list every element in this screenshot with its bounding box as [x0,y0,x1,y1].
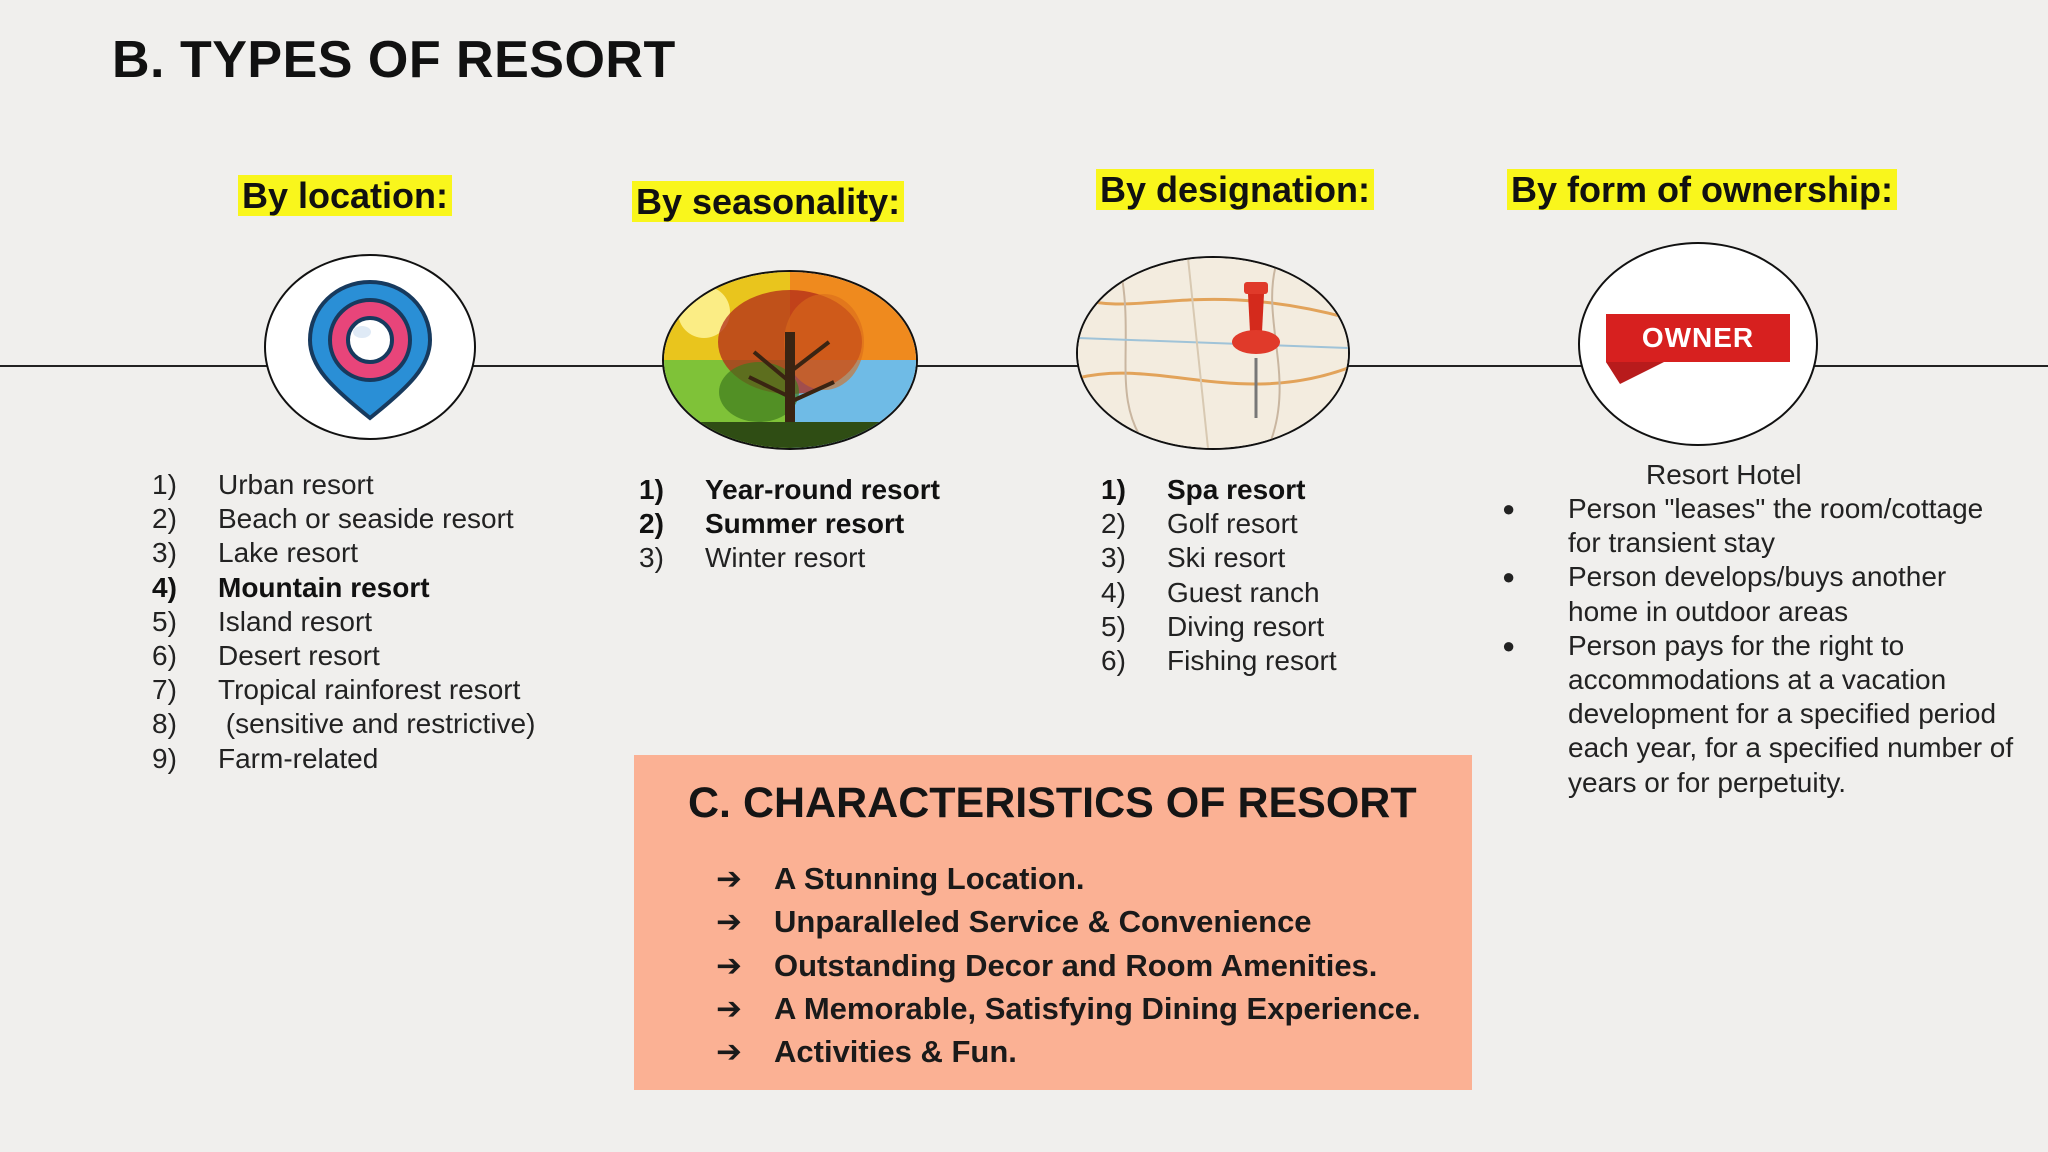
characteristics-box [634,755,1472,1090]
list-item: 8) (sensitive and restrictive) [152,708,536,740]
list-item: 5) Diving resort [1101,610,1325,642]
heading-by-location: By location: [238,174,452,218]
list-item: 6) Desert resort [152,640,380,672]
heading-by-designation: By designation: [1096,168,1374,212]
arrow-right-icon: ➔ [716,947,742,983]
list-item: 3) Lake resort [152,537,359,569]
seasonality-circle [662,270,918,450]
four-seasons-tree-icon [664,272,916,448]
list-item: 6) Fishing resort [1101,645,1337,677]
list-item: 9) Farm-related [152,742,379,774]
arrow-right-icon: ➔ [716,990,742,1026]
list-item: ➔ A Memorable, Satisfying Dining Experience. [716,987,1421,1030]
list-item: 2) Golf resort [1101,508,1298,540]
list-item: 1) Spa resort [1101,474,1306,505]
ownership-subheading: Resort Hotel [1646,459,1802,490]
arrow-right-icon: ➔ [716,861,742,896]
location-list [152,468,572,776]
list-item: ➔ Activities & Fun. [716,1030,1421,1073]
list-item: 3) Ski resort [1101,542,1286,574]
list-item: ➔ Outstanding Decor and Room Amenities. [716,944,1421,987]
characteristics-title: C. CHARACTERISTICS OF RESORT [688,779,1417,827]
page-title: B. TYPES OF RESORT [112,31,676,89]
map-pin-icon [266,256,474,438]
list-item: ● Person pays for the right to accommodations at a vacation development for a specified period each year, for a specified number of years or for perpetuity. [1500,629,2020,800]
list-item: 4) Guest ranch [1101,576,1320,608]
list-item: 7) Tropical rainforest resort [152,674,521,706]
characteristics-list [716,857,1421,1073]
bullet-icon: ● [1502,564,1516,590]
list-item: 3) Winter resort [639,542,866,574]
list-item: 2) Beach or seaside resort [152,503,514,535]
location-circle [264,254,476,440]
list-item: 1) Urban resort [152,469,374,500]
arrow-right-icon: ➔ [716,1034,742,1070]
ownership-circle [1578,242,1818,446]
list-item: 5) Island resort [152,605,373,637]
arrow-right-icon: ➔ [716,904,742,940]
pushpin-on-map-icon [1078,258,1348,448]
owner-badge-text: OWNER [1641,322,1755,353]
list-item: 4) Mountain resort [152,571,430,603]
list-item: ➔ A Stunning Location. [716,857,1421,900]
designation-list [1101,473,1461,678]
list-item: ● Person "leases" the room/cottage for transient stay [1500,492,2020,560]
ownership-list [1500,492,2020,800]
heading-by-seasonality: By seasonality: [632,180,904,224]
list-item: 1) Year-round resort [639,474,940,505]
list-item: ➔ Unparalleled Service & Convenience [716,900,1421,943]
list-item: ● Person develops/buys another home in outdoor areas [1500,560,2020,628]
heading-by-ownership: By form of ownership: [1507,168,1897,212]
bullet-icon: ● [1502,632,1516,658]
designation-circle [1076,256,1350,450]
bullet-icon: ● [1502,496,1516,521]
list-item: 2) Summer resort [639,508,905,540]
seasonality-list [639,473,1019,576]
